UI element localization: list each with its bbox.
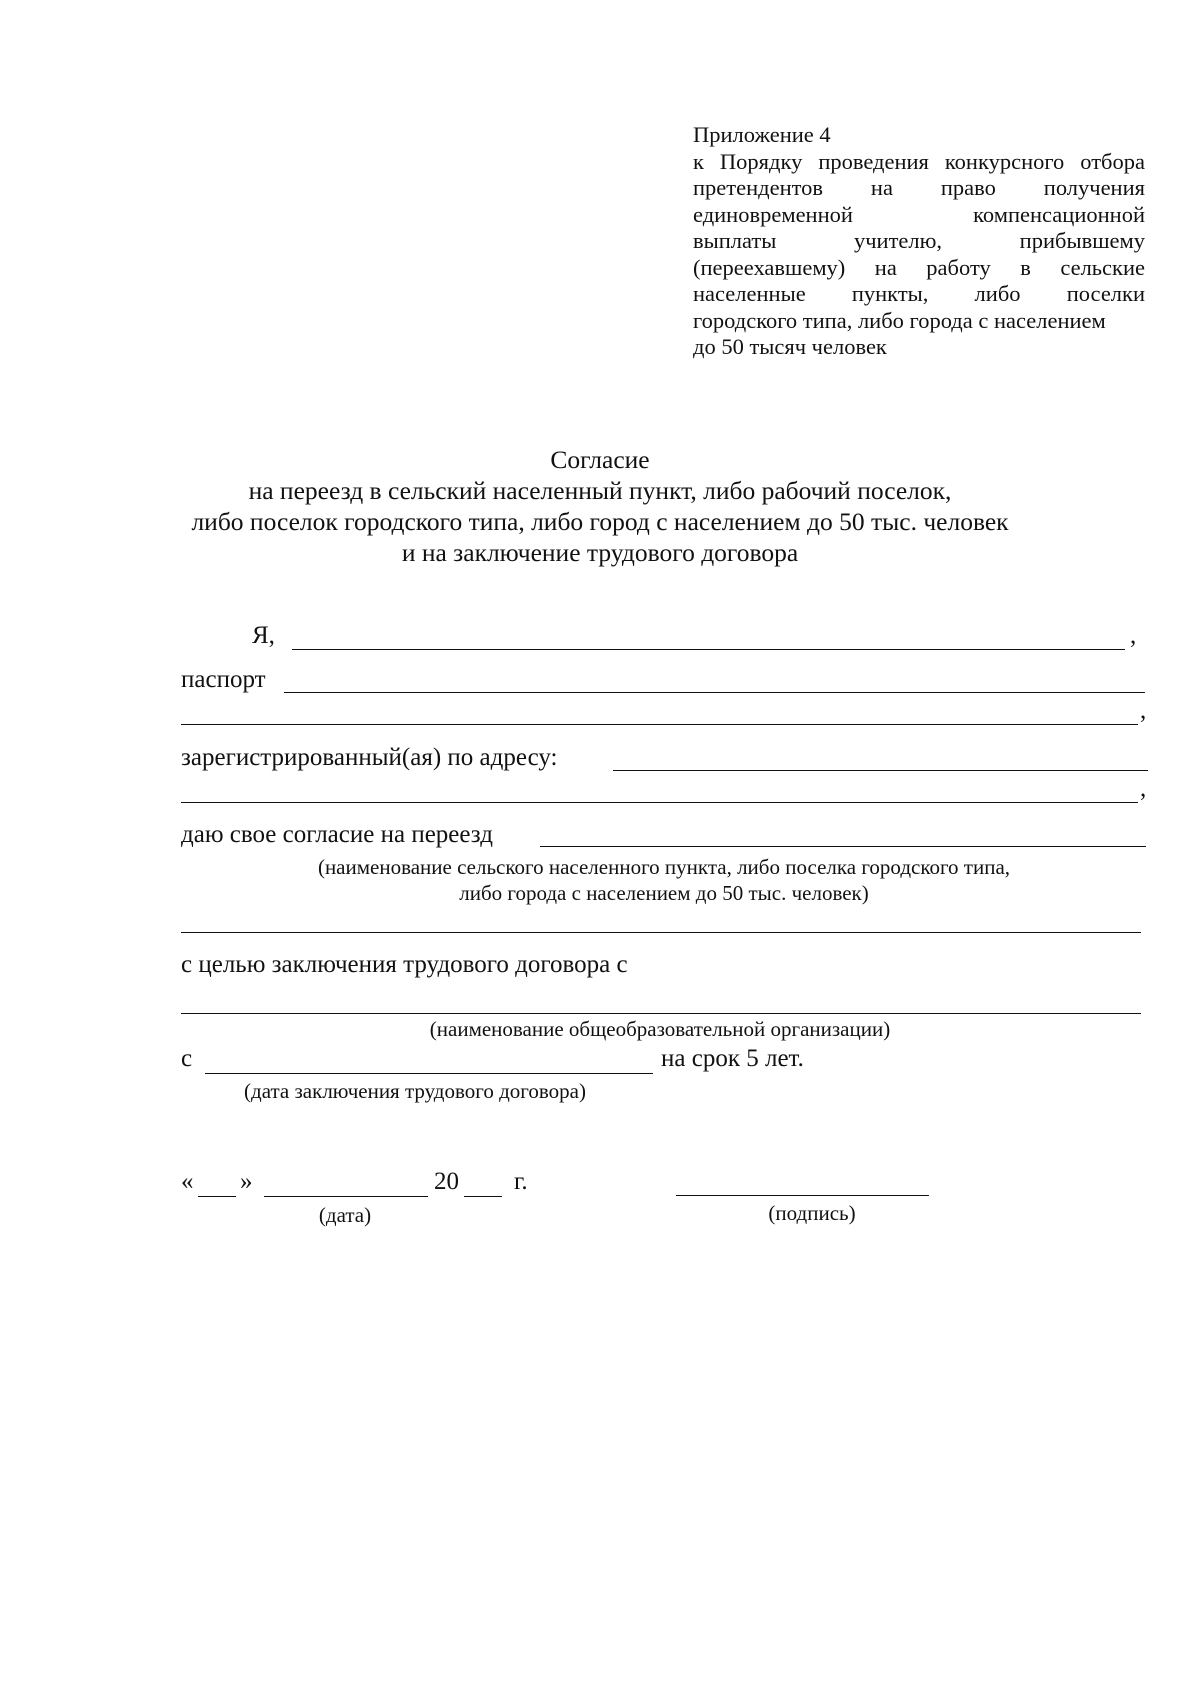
year-prefix: 20 bbox=[434, 1168, 459, 1195]
day-field[interactable] bbox=[198, 1196, 236, 1197]
from-label: с bbox=[181, 1045, 193, 1072]
appendix-line: претендентов на право получения bbox=[693, 175, 1145, 200]
close-quote: » bbox=[240, 1168, 253, 1195]
appendix-line: до 50 тысяч человек bbox=[693, 334, 887, 359]
month-field[interactable] bbox=[264, 1196, 428, 1197]
document-subtitle: и на заключение трудового договора bbox=[401, 538, 799, 567]
signature-field[interactable] bbox=[676, 1195, 929, 1196]
term-label: на срок 5 лет. bbox=[661, 1045, 804, 1072]
settlement-hint: (наименование сельского населенного пункта, либо поселка городского типа, bbox=[317, 855, 1011, 879]
comma: , bbox=[1140, 697, 1147, 724]
passport-field[interactable] bbox=[284, 692, 1145, 693]
open-quote: « bbox=[181, 1168, 194, 1195]
settlement-field-line-2[interactable] bbox=[181, 932, 1141, 933]
address-field[interactable] bbox=[613, 770, 1148, 771]
document-heading: Согласие bbox=[550, 445, 650, 474]
organization-hint: (наименование общеобразовательной организации) bbox=[429, 1017, 891, 1041]
comma: , bbox=[1130, 622, 1137, 649]
appendix-block bbox=[693, 122, 1145, 361]
appendix-line: (переехавшему) на работу в сельские bbox=[693, 254, 1145, 280]
organization-field[interactable] bbox=[181, 1013, 1141, 1014]
consent-label: даю свое согласие на переезд bbox=[181, 821, 493, 848]
document-title-block bbox=[150, 444, 1050, 568]
full-name-field[interactable] bbox=[292, 649, 1125, 650]
appendix-line: городского типа, либо города с населением bbox=[693, 307, 1106, 333]
registered-address-label: зарегистрированный(ая) по адресу: bbox=[181, 744, 558, 771]
purpose-label: с целью заключения трудового договора с bbox=[181, 951, 628, 978]
signature-hint: (подпись) bbox=[768, 1201, 856, 1225]
appendix-line: выплаты учителю, прибывшему bbox=[693, 228, 1145, 253]
document-subtitle: либо поселок городского типа, либо город с населением до 50 тыс. человек bbox=[191, 507, 1009, 536]
settlement-field[interactable] bbox=[540, 846, 1146, 847]
appendix-line: к Порядку проведения конкурсного отбора bbox=[693, 148, 1145, 174]
contract-date-field[interactable] bbox=[205, 1073, 653, 1074]
year-suffix: г. bbox=[514, 1168, 528, 1195]
appendix-line: единовременной компенсационной bbox=[693, 201, 1145, 227]
appendix-title: Приложение 4 bbox=[693, 122, 831, 147]
comma: , bbox=[1140, 775, 1147, 802]
document-subtitle: на переезд в сельский населенный пункт, либо рабочий поселок, bbox=[248, 476, 952, 505]
year-field[interactable] bbox=[464, 1196, 502, 1197]
ya-label: Я, bbox=[252, 622, 275, 649]
passport-field-line-2[interactable] bbox=[181, 724, 1138, 725]
appendix-line: населенные пункты, либо поселки bbox=[693, 281, 1145, 306]
address-field-line-2[interactable] bbox=[181, 802, 1138, 803]
date-hint: (дата) bbox=[318, 1203, 372, 1227]
settlement-hint: либо города с населением до 50 тыс. человек) bbox=[459, 881, 869, 905]
passport-label: паспорт bbox=[181, 666, 266, 693]
contract-date-hint: (дата заключения трудового договора) bbox=[244, 1079, 586, 1103]
